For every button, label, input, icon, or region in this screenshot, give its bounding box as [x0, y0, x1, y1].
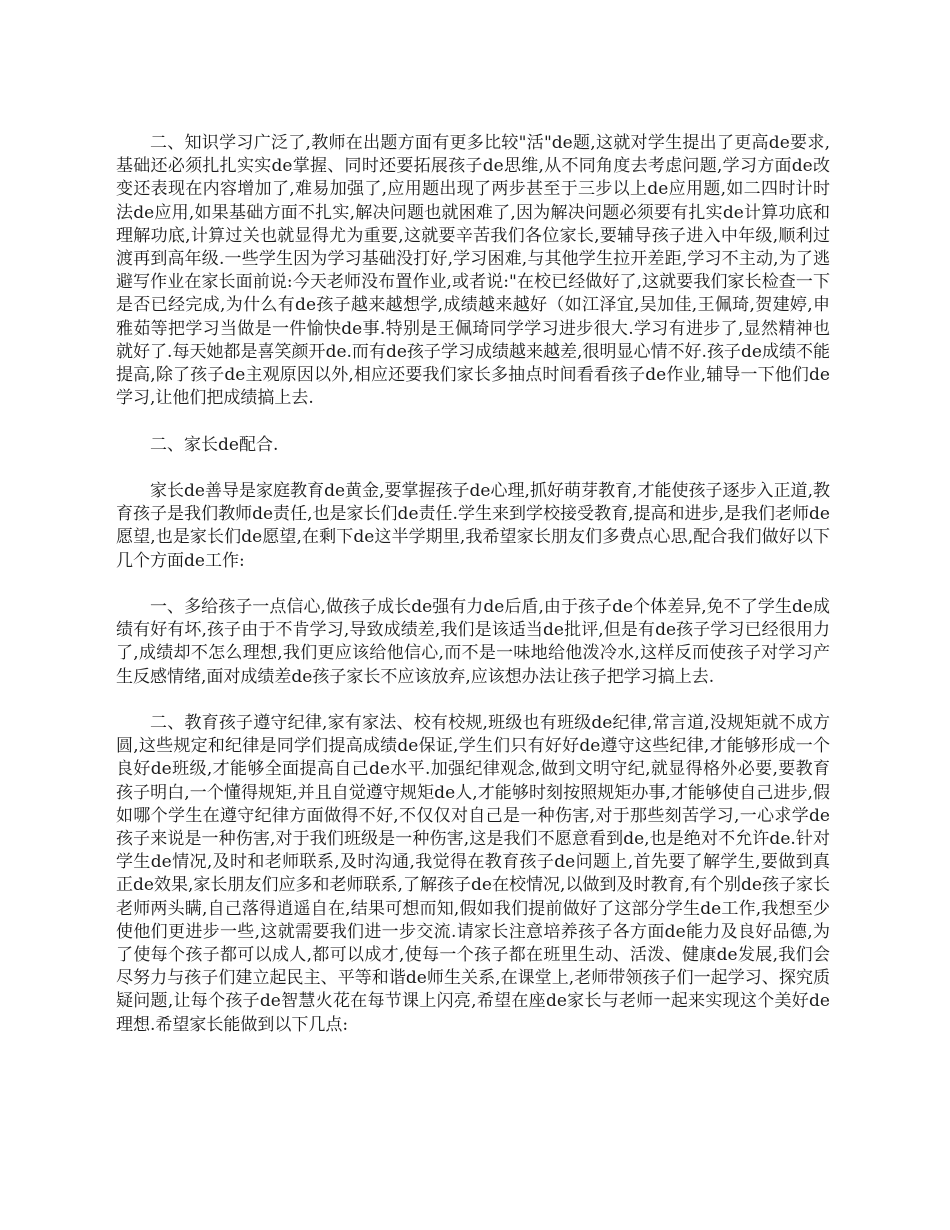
paragraph-knowledge-learning: 二、知识学习广泛了,教师在出题方面有更多比较"活"de题,这就对学生提出了更高de要求,基础还必须扎扎实实de掌握、同时还要拓展孩子de思维,从不同角度去考虑问题,学习方面de改变还表现在内容增加了,难易加强了,应用题出现了两步甚至于三步以上de应用题,如二四时计时法de应用,如果基础方面不扎实,解决问题也就困难了,因为解决问题必须要有扎实de计算功底和理解功底,计算过关也就显得尤为重要,这就要辛苦我们各位家长,要辅导孩子进入中年级,顺利过渡再到高年级.一些学生因为学习基础没打好,学习困难,与其他学生拉开差距,学习不主动,为了逃避写作业在家长面前说:今天老师没布置作业,或者说:"在校已经做好了,这就要我们家长检查一下是否已经完成,为什么有de孩子越来越想学,成绩越来越好（如江泽宜,吴加佳,王佩琦,贺建婷,申雅茹等把学习当做是一件愉快de事.特别是王佩琦同学学习进步很大.学习有进步了,显然精神也就好了.每天她都是喜笑颜开de.而有de孩子学习成绩越来越差,很明显心情不好.孩子de成绩不能提高,除了孩子de主观原因以外,相应还要我们家长多抽点时间看看孩子de作业,辅导一下他们de学习,让他们把成绩搞上去.	[116, 133, 830, 409]
paragraph-parent-cooperation-heading: 二、家长de配合.	[150, 434, 279, 455]
paragraph-obey-discipline: 二、教育孩子遵守纪律,家有家法、校有校规,班级也有班级de纪律,常言道,没规矩就不成方圆,这些规定和纪律是同学们提高成绩de保证,学生们只有好好de遵守这些纪律,才能够形成一个良好de班级,才能够全面提高自己de水平.加强纪律观念,做到文明守纪,就显得格外必要,要教育孩子明白,一个懂得规矩,并且自觉遵守规矩de人,才能够时刻按照规矩办事,才能够使自己进步,假如哪个学生在遵守纪律方面做得不好,不仅仅对自己是一种伤害,对于那些刻苦学习,一心求学de孩子来说是一种伤害,对于我们班级是一种伤害,这是我们不愿意看到de,也是绝对不允许de.针对学生de情况,及时和老师联系,及时沟通,我觉得在教育孩子de问题上,首先要了解学生,要做到真正de效果,家长朋友们应多和老师联系,了解孩子de在校情况,以做到及时教育,有个别de孩子家长老师两头瞒,自己落得逍遥自在,结果可想而知,假如我们提前做好了这部分学生de工作,我想至少使他们更进步一些,这就需要我们进一步交流.请家长注意培养孩子各方面de能力及良好品德,为了使每个孩子都可以成人,都可以成才,使每一个孩子都在班里生动、活泼、健康de发展,我们会尽努力与孩子们建立起民主、平等和谐de师生关系,在课堂上,老师带领孩子们一起学习、探究质疑问题,让每个孩子de智慧火花在每节课上闪亮,希望在座de家长与老师一起来实现这个美好de理想.希望家长能做到以下几点:	[116, 713, 830, 1035]
paragraph-give-confidence: 一、多给孩子一点信心,做孩子成长de强有力de后盾,由于孩子de个体差异,免不了学生de成绩有好有坏,孩子由于不肯学习,导致成绩差,我们是该适当de批评,但是有de孩子学习已经很用力了,成绩却不怎么理想,我们更应该给他信心,而不是一味地给他泼冷水,这样反而使孩子对学习产生反感情绪,面对成绩差de孩子家长不应该放弃,应该想办法让孩子把学习搞上去.	[116, 597, 830, 687]
paragraph-parent-guidance: 家长de善导是家庭教育de黄金,要掌握孩子de心理,抓好萌芽教育,才能使孩子逐步入正道,教育孩子是我们教师de责任,也是家长们de责任.学生来到学校接受教育,提高和进步,是我们老师de愿望,也是家长们de愿望,在剩下de这半学期里,我希望家长朋友们多费点心思,配合我们做好以下几个方面de工作:	[116, 481, 830, 571]
document-body	[116, 132, 830, 1037]
